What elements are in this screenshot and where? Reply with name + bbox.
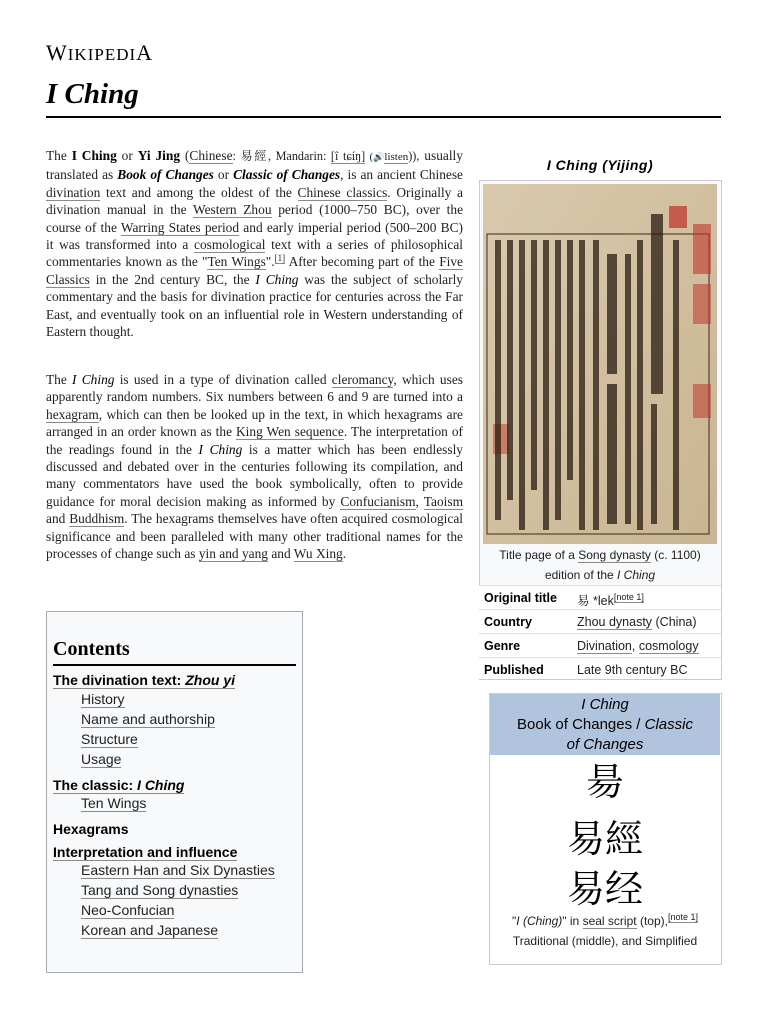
link-hexagram[interactable]: hexagram xyxy=(46,406,99,422)
link-zhou-dynasty[interactable]: Zhou dynasty xyxy=(577,615,653,629)
link-five-classics[interactable]: Five Classics xyxy=(46,254,463,287)
toc-heading: Contents xyxy=(53,638,130,660)
speaker-icon[interactable]: 🔊 xyxy=(373,152,385,162)
traditional-glyphs: 易經 xyxy=(566,817,643,861)
note-1-link-2[interactable]: [note 1] xyxy=(667,912,698,922)
toc-divider xyxy=(53,664,296,666)
link-ipa[interactable]: [î tɕíŋ] xyxy=(330,149,366,163)
toc-item-interpretation[interactable]: Interpretation and influence xyxy=(53,844,238,860)
link-chinese[interactable]: Chinese xyxy=(189,148,233,163)
link-buddhism[interactable]: Buddhism xyxy=(69,511,125,527)
chinese-name-header: I Ching Book of Changes / Classic of Changes xyxy=(490,694,720,755)
note-1-link[interactable]: [note 1] xyxy=(613,591,644,602)
toc-item-classic[interactable]: The classic: I Ching xyxy=(53,777,185,793)
page-title: I Ching xyxy=(46,78,139,110)
lead-paragraph: The I Ching or Yi Jing (Chinese: 易經, Mandarin: [î tɕíŋ] (🔊listen)), usually translated as Book of Changes or Classic of Changes, is an ancient Chinese divination text and among the oldest of the Chinese classics. Originally a divination manual in the Western Zhou period (1000–750 BC), over the course of the Warring States period and early imperial period (500–200 BC) it was transformed into a cosmological text with a series of philosophical commentaries known as the "Ten Wings".[1] After becoming part of the Five Classics in the 2nd century BC, the I Ching was the subject of scholarly commentary and the basis for divination practice for centuries across the Far East, and eventually took on an influential role in Western understanding of Eastern thought. xyxy=(46,148,464,340)
citation-1[interactable]: [1] xyxy=(274,252,286,263)
link-king-wen[interactable]: King Wen sequence xyxy=(236,424,344,440)
link-divination[interactable]: divination xyxy=(46,184,101,200)
seal-script-glyph: 昜 xyxy=(585,760,624,804)
logo-letter-last: A xyxy=(136,40,154,65)
link-listen[interactable]: listen xyxy=(384,151,409,163)
link-warring-states[interactable]: Warring States period xyxy=(120,219,240,235)
link-western-zhou[interactable]: Western Zhou xyxy=(193,202,272,218)
chinese-name-caption: "I (Ching)" in seal script (top),[note 1] xyxy=(512,912,698,928)
toc-item-divination-text[interactable]: The divination text: Zhou yi xyxy=(53,672,236,688)
logo-letters: IKIPEDI xyxy=(67,45,137,64)
infobox-row-published: Published Late 9th century BC xyxy=(479,657,721,679)
chinese-name-caption-line2: Traditional (middle), and Simplified xyxy=(512,934,698,948)
link-taoism[interactable]: Taoism xyxy=(423,493,463,509)
body-paragraph: The I Ching is used in a type of divination called cleromancy, which uses apparently random numbers. Six numbers between 6 and 9 are turned into a hexagram, which can then be looked up in the text, in which hexagrams are arranged in an order known as the King Wen sequence. The interpretation of the readings found in the I Ching is a matter which has been endlessly discussed and debated over in the centuries following its compilation, and many commentators have used the book symbolically, often to provide guidance for moral decision making as informed by Confucianism, Taoism and Buddhism. The hexagrams themselves have often acquired cosmological significance and been paralleled with many other traditional names for the processes of change such as yin and yang and Wu Xing. xyxy=(46,372,464,562)
toc-item-structure[interactable]: Structure xyxy=(81,731,138,747)
simplified-glyphs: 易经 xyxy=(566,867,643,911)
link-cleromancy[interactable]: cleromancy xyxy=(331,372,394,387)
toc-item-hexagrams[interactable]: Hexagrams xyxy=(53,821,129,837)
title-divider xyxy=(46,116,721,118)
link-cosmology[interactable]: cosmology xyxy=(638,639,699,653)
toc-item-eastern-han[interactable]: Eastern Han and Six Dynasties xyxy=(81,862,275,878)
link-seal-script[interactable]: seal script xyxy=(582,914,637,928)
toc-item-name-authorship[interactable]: Name and authorship xyxy=(81,711,215,727)
toc-item-usage[interactable]: Usage xyxy=(81,751,122,767)
link-yin-yang[interactable]: yin and yang xyxy=(198,546,268,562)
link-chinese-classics[interactable]: Chinese classics xyxy=(297,184,388,200)
link-genre-divination[interactable]: Divination xyxy=(577,639,632,653)
infobox-row-genre: Genre Divination, cosmology xyxy=(479,633,721,658)
logo-letter: W xyxy=(46,40,68,65)
infobox-title: I Ching (Yijing) xyxy=(546,157,654,173)
link-confucianism[interactable]: Confucianism xyxy=(340,493,416,509)
toc-item-tang-song[interactable]: Tang and Song dynasties xyxy=(81,882,239,898)
link-song-dynasty[interactable]: Song dynasty xyxy=(578,548,651,562)
infobox-caption: Title page of a Song dynasty (c. 1100) edition of the I Ching xyxy=(499,548,701,582)
toc-item-korean-japanese[interactable]: Korean and Japanese xyxy=(81,922,218,938)
toc-item-neo-confucian[interactable]: Neo-Confucian xyxy=(81,902,175,918)
toc-item-ten-wings[interactable]: Ten Wings xyxy=(81,795,147,811)
toc-item-history[interactable]: History xyxy=(81,691,125,707)
link-cosmological[interactable]: cosmological xyxy=(194,237,266,253)
title-page-image[interactable] xyxy=(483,184,717,544)
infobox-row-country: Country Zhou dynasty (China) xyxy=(479,609,721,634)
infobox-row-original-title: Original title 易 *lek[note 1] xyxy=(479,585,721,610)
link-ten-wings[interactable]: Ten Wings xyxy=(207,254,266,270)
wikipedia-logo[interactable] xyxy=(46,40,153,66)
link-wu-xing[interactable]: Wu Xing xyxy=(293,546,343,562)
